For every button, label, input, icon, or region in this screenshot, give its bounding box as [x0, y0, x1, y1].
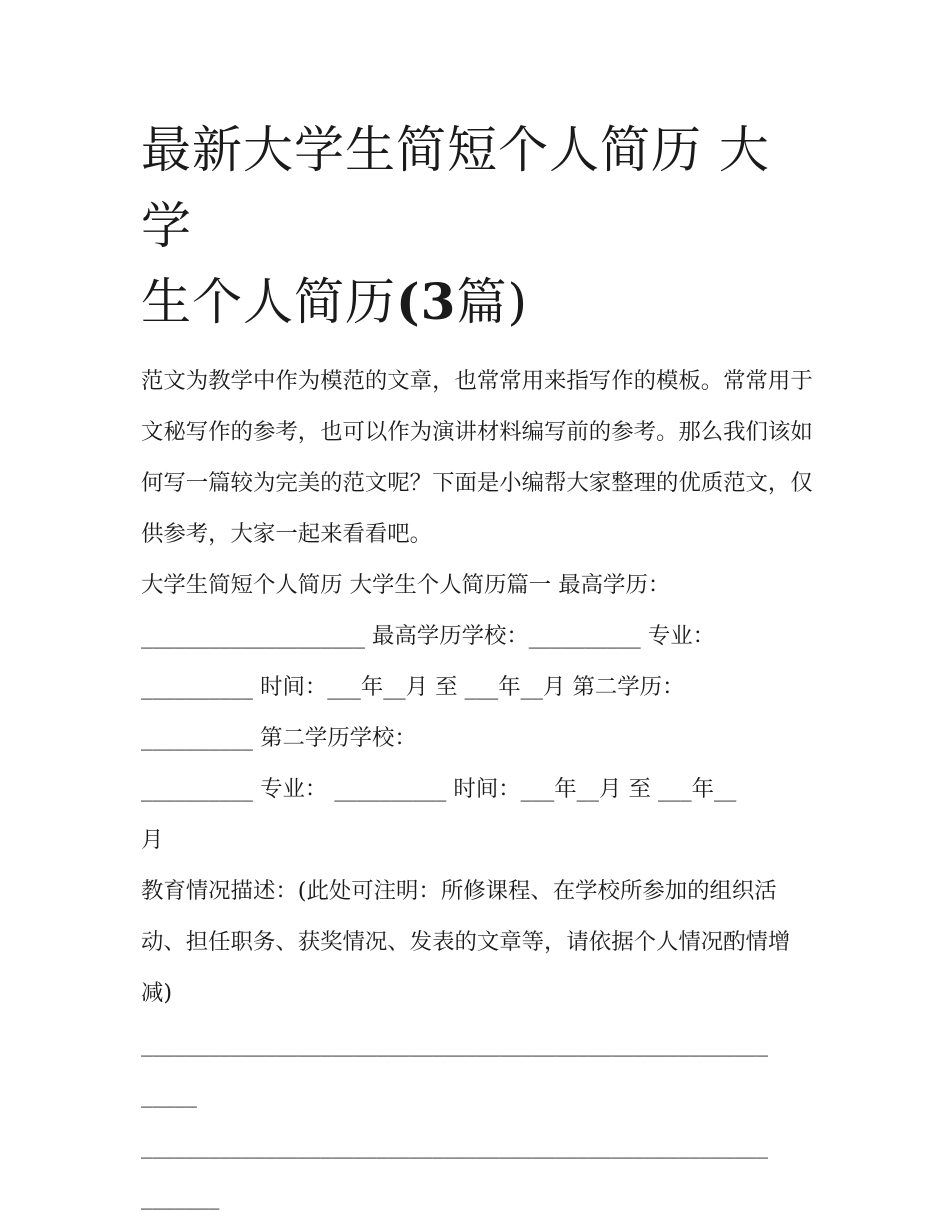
- title-line-2: 生个人简历: [141, 273, 396, 331]
- resume-line-5: __________ 专业： __________ 时间：___年__月 至 ___年__: [141, 776, 737, 802]
- document-title: [141, 112, 813, 340]
- resume-line-4: __________ 第二学历学校：: [141, 725, 417, 751]
- resume-line-3: __________ 时间：___年__月 至 ___年__月 第二学历：: [141, 674, 685, 700]
- resume-line-2: ____________________ 最高学历学校：__________ 专业：: [141, 623, 716, 649]
- resume-line-6: 月: [141, 827, 164, 853]
- title-end: 篇): [456, 273, 528, 331]
- document-content: [141, 112, 813, 1223]
- intro-paragraph: 范文为教学中作为模范的文章，也常常用来指写作的模板。常常用于文秘写作的参考，也可以作为演讲材料编写前的参考。那么我们该如何写一篇较为完美的范文呢？下面是小编帮大家整理的优质范文，仅供参考，大家一起来看看吧。: [141, 368, 813, 547]
- resume-line-1: 大学生简短个人简历 大学生个人简历篇一 最高学历：: [141, 572, 671, 598]
- blank-line-4: _______: [141, 1184, 220, 1210]
- title-line-1: 最新大学生简短个人简历 大学: [141, 121, 770, 255]
- blank-line-1: ________________________________________________________: [141, 1031, 768, 1057]
- blank-line-2: _____: [141, 1082, 197, 1108]
- title-count: (3: [396, 272, 457, 331]
- blank-line-3: ________________________________________________________: [141, 1133, 768, 1159]
- education-description: 教育情况描述：(此处可注明：所修课程、在学校所参加的组织活动、担任职务、获奖情况、发表的文章等，请依据个人情况酌情增减): [141, 878, 791, 1006]
